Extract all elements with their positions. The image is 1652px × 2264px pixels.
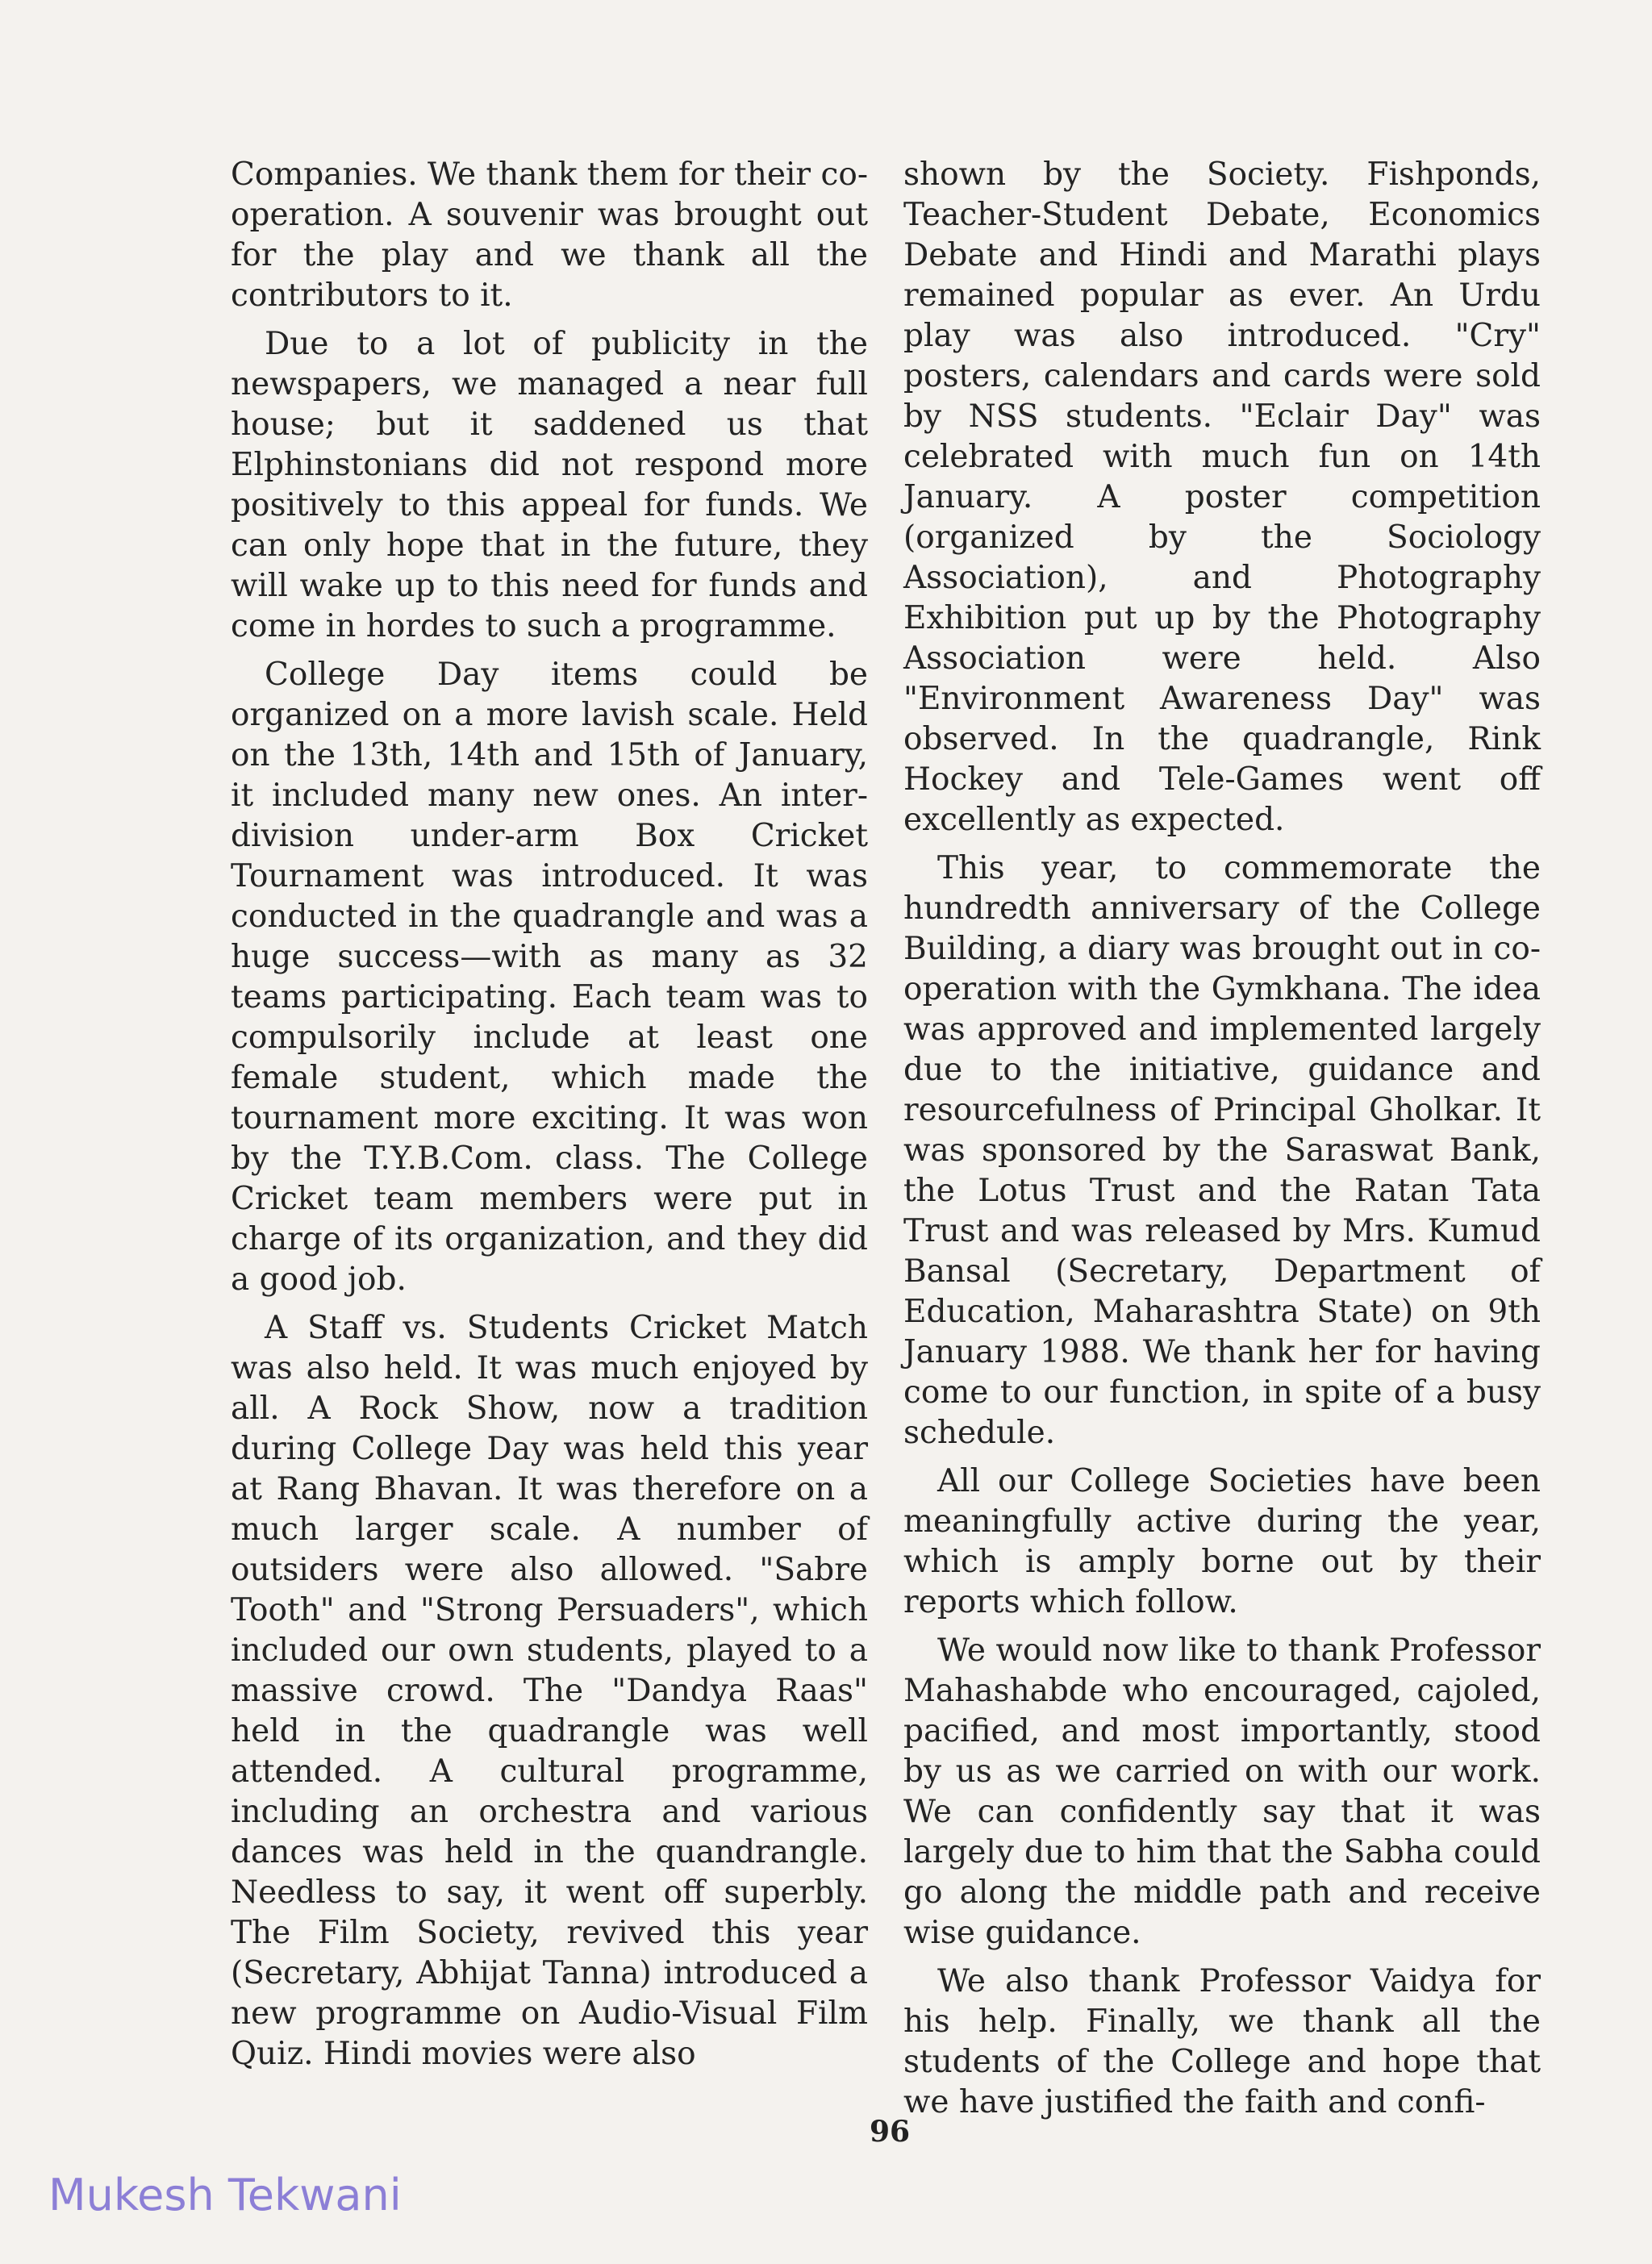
paragraph: shown by the Society. Fishponds, Teacher-Student Debate, Economics Debate and Hindi and Marathi plays remained popular as ever. An Urdu play was also introduced. "Cry" posters, calendars and cards were sold by NSS students. "Eclair Day" was celebrated with much fun on 14th January. A poster competition (organized by the Sociology Association), and Photography Exhibition put up by the Photography Association were held. Also "Environment Awareness Day" was observed. In the quadrangle, Rink Hockey and Tele-Games went off excellently as expected. xyxy=(903,156,1541,838)
paragraph: Due to a lot of publicity in the newspapers, we managed a near full house; but it saddened us that Elphinstonians did not respond more positively to this appeal for funds. We can only hope that in the future, they will wake up to this need for funds and come in hordes to such a programme. xyxy=(231,326,868,644)
watermark-text: Mukesh Tekwani xyxy=(48,2170,402,2220)
paragraph: We would now like to thank Professor Mahashabde who encouraged, cajoled, pacified, and most importantly, stood by us as we carried on with our work. We can confidently say that it was largely due to him that the Sabha could go along the middle path and receive wise guidance. xyxy=(903,1632,1541,1951)
paragraph: This year, to commemorate the hundredth anniversary of the College Building, a diary was brought out in co-operation with the Gymkhana. The idea was approved and implemented largely due to the initiative, guidance and resourcefulness of Principal Gholkar. It was sponsored by the Saraswat Bank, the Lotus Trust and the Ratan Tata Trust and was released by Mrs. Kumud Bansal (Secretary, Department of Education, Maharashtra State) on 9th January 1988. We thank her for having come to our function, in spite of a busy schedule. xyxy=(903,850,1541,1451)
paragraph: College Day items could be organized on a more lavish scale. Held on the 13th, 14th and 15th of January, it included many new ones. An inter-division under-arm Box Cricket Tournament was introduced. It was conducted in the quadrangle and was a huge success—with as many as 32 teams participating. Each team was to compulsorily include at least one female student, which made the tournament more exciting. It was won by the T.Y.B.Com. class. The College Cricket team members were put in charge of its organization, and they did a good job. xyxy=(231,657,868,1298)
paragraph: All our College Societies have been meaningfully active during the year, which is amply borne out by their reports which follow. xyxy=(903,1463,1541,1620)
page-number: 96 xyxy=(869,2115,911,2149)
paragraph: We also thank Professor Vaidya for his help. Finally, we thank all the students of the College and hope that we have justified the faith and confi- xyxy=(903,1963,1541,2120)
left-column xyxy=(231,155,868,2083)
paragraph: Companies. We thank them for their co-operation. A souvenir was brought out for the play and we thank all the contributors to it. xyxy=(231,156,868,314)
paragraph: A Staff vs. Students Cricket Match was also held. It was much enjoyed by all. A Rock Show, now a tradition during College Day was held this year at Rang Bhavan. It was therefore on a much larger scale. A number of outsiders were also allowed. "Sabre Tooth" and "Strong Persuaders", which included our own students, played to a massive crowd. The "Dandya Raas" held in the quadrangle was well attended. A cultural programme, including an orchestra and various dances was held in the quandrangle. Needless to say, it went off superbly. The Film Society, revived this year (Secretary, Abhijat Tanna) introduced a new programme on Audio-Visual Film Quiz. Hindi movies were also xyxy=(231,1310,868,2072)
right-column xyxy=(903,155,1541,2131)
